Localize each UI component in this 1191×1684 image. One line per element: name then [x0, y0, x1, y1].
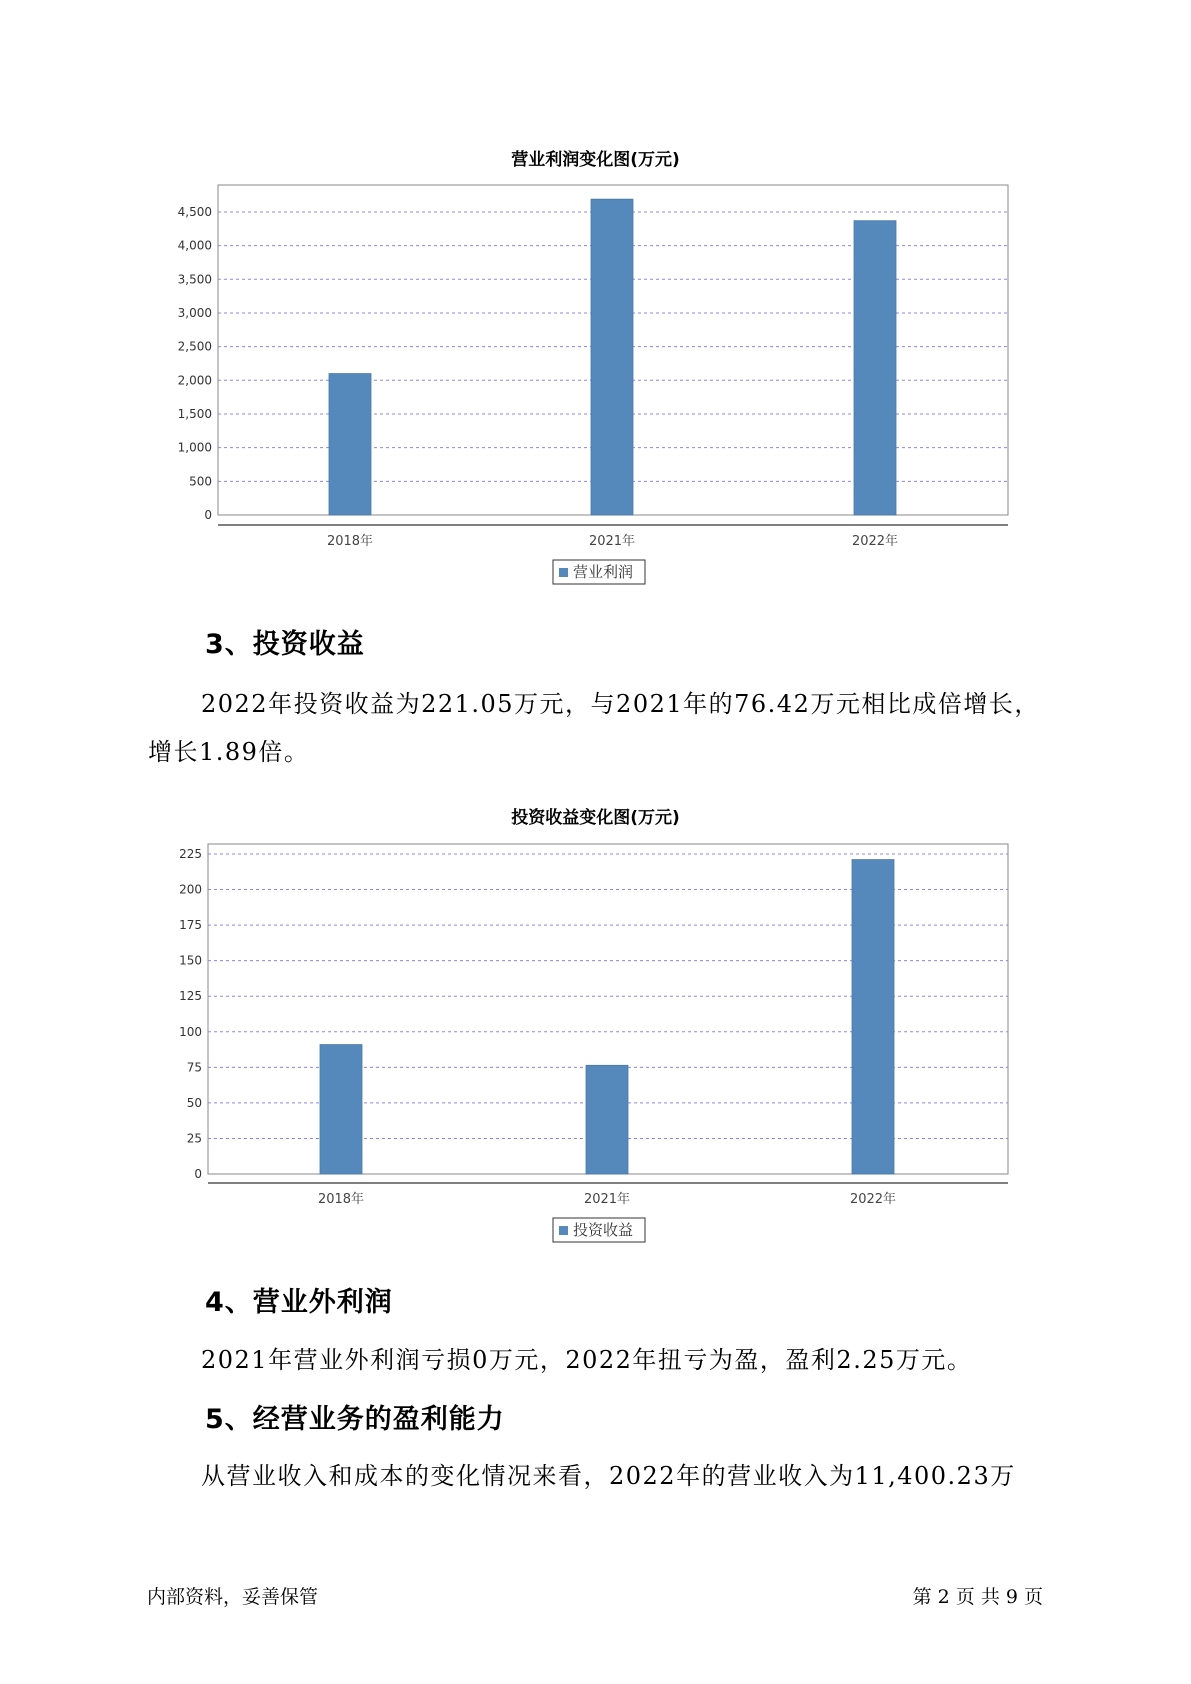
chart-2-title: 投资收益变化图(万元): [511, 808, 680, 828]
y-tick-label: 100: [179, 1024, 202, 1039]
y-tick-label: 1,000: [177, 440, 212, 455]
x-tick-label: 2018年: [317, 1192, 365, 1207]
section-5-text: 从营业收入和成本的变化情况来看，2022年的营业收入为11,400.23万: [201, 1462, 1016, 1490]
x-tick-label: 2022年: [849, 1192, 897, 1207]
y-tick-label: 225: [179, 846, 202, 861]
chart-1-title: 营业利润变化图(万元): [511, 150, 680, 170]
y-tick-label: 500: [189, 474, 212, 489]
y-tick-label: 3,000: [177, 305, 212, 320]
y-tick-label: 0: [194, 1167, 202, 1181]
operating-profit-chart: [0, 170, 1191, 610]
legend-swatch: [559, 1226, 568, 1235]
y-tick-label: 3,500: [177, 272, 212, 287]
x-tick-label: 2021年: [588, 534, 636, 549]
x-tick-label: 2021年: [583, 1192, 631, 1207]
bar: [591, 199, 633, 515]
section-3-paragraph: [148, 680, 1048, 776]
bar: [329, 374, 371, 515]
section-3-heading: 3、投资收益: [205, 629, 365, 660]
investment-income-chart: [0, 830, 1191, 1250]
y-tick-label: 50: [186, 1095, 202, 1110]
footer-confidential-note: 内部资料，妥善保管: [147, 1586, 319, 1608]
section-4-paragraph: [148, 1336, 1048, 1384]
y-tick-label: 150: [179, 953, 202, 968]
bar: [320, 1045, 362, 1174]
y-tick-label: 125: [179, 989, 202, 1004]
legend-label: 营业利润: [573, 563, 634, 581]
y-tick-label: 2,500: [177, 339, 212, 354]
y-tick-label: 75: [186, 1060, 202, 1075]
bar: [854, 221, 896, 515]
legend-label: 投资收益: [573, 1221, 634, 1239]
section-4-heading: 4、营业外利润: [205, 1287, 393, 1318]
section-3-line-1: 2022年投资收益为221.05万元，与2021年的76.42万元相比成倍增长，: [201, 690, 1040, 718]
legend-swatch: [559, 568, 568, 577]
bar: [586, 1065, 628, 1174]
y-tick-label: 200: [179, 882, 202, 897]
section-5-heading: 5、经营业务的盈利能力: [205, 1404, 505, 1435]
section-4-text: 2021年营业外利润亏损0万元，2022年扭亏为盈，盈利2.25万元。: [201, 1346, 973, 1374]
y-tick-label: 175: [179, 918, 202, 933]
section-3-line-2: 增长1.89倍。: [148, 738, 310, 766]
section-5-paragraph: [148, 1452, 1048, 1500]
y-tick-label: 0: [204, 508, 212, 522]
y-tick-label: 25: [186, 1131, 202, 1146]
x-tick-label: 2018年: [326, 534, 374, 549]
bar: [852, 860, 894, 1174]
y-tick-label: 1,500: [177, 406, 212, 421]
footer-page-number: 第 2 页 共 9 页: [912, 1586, 1043, 1608]
y-tick-label: 4,500: [177, 204, 212, 219]
y-tick-label: 2,000: [177, 373, 212, 388]
x-tick-label: 2022年: [851, 534, 899, 549]
y-tick-label: 4,000: [177, 238, 212, 253]
